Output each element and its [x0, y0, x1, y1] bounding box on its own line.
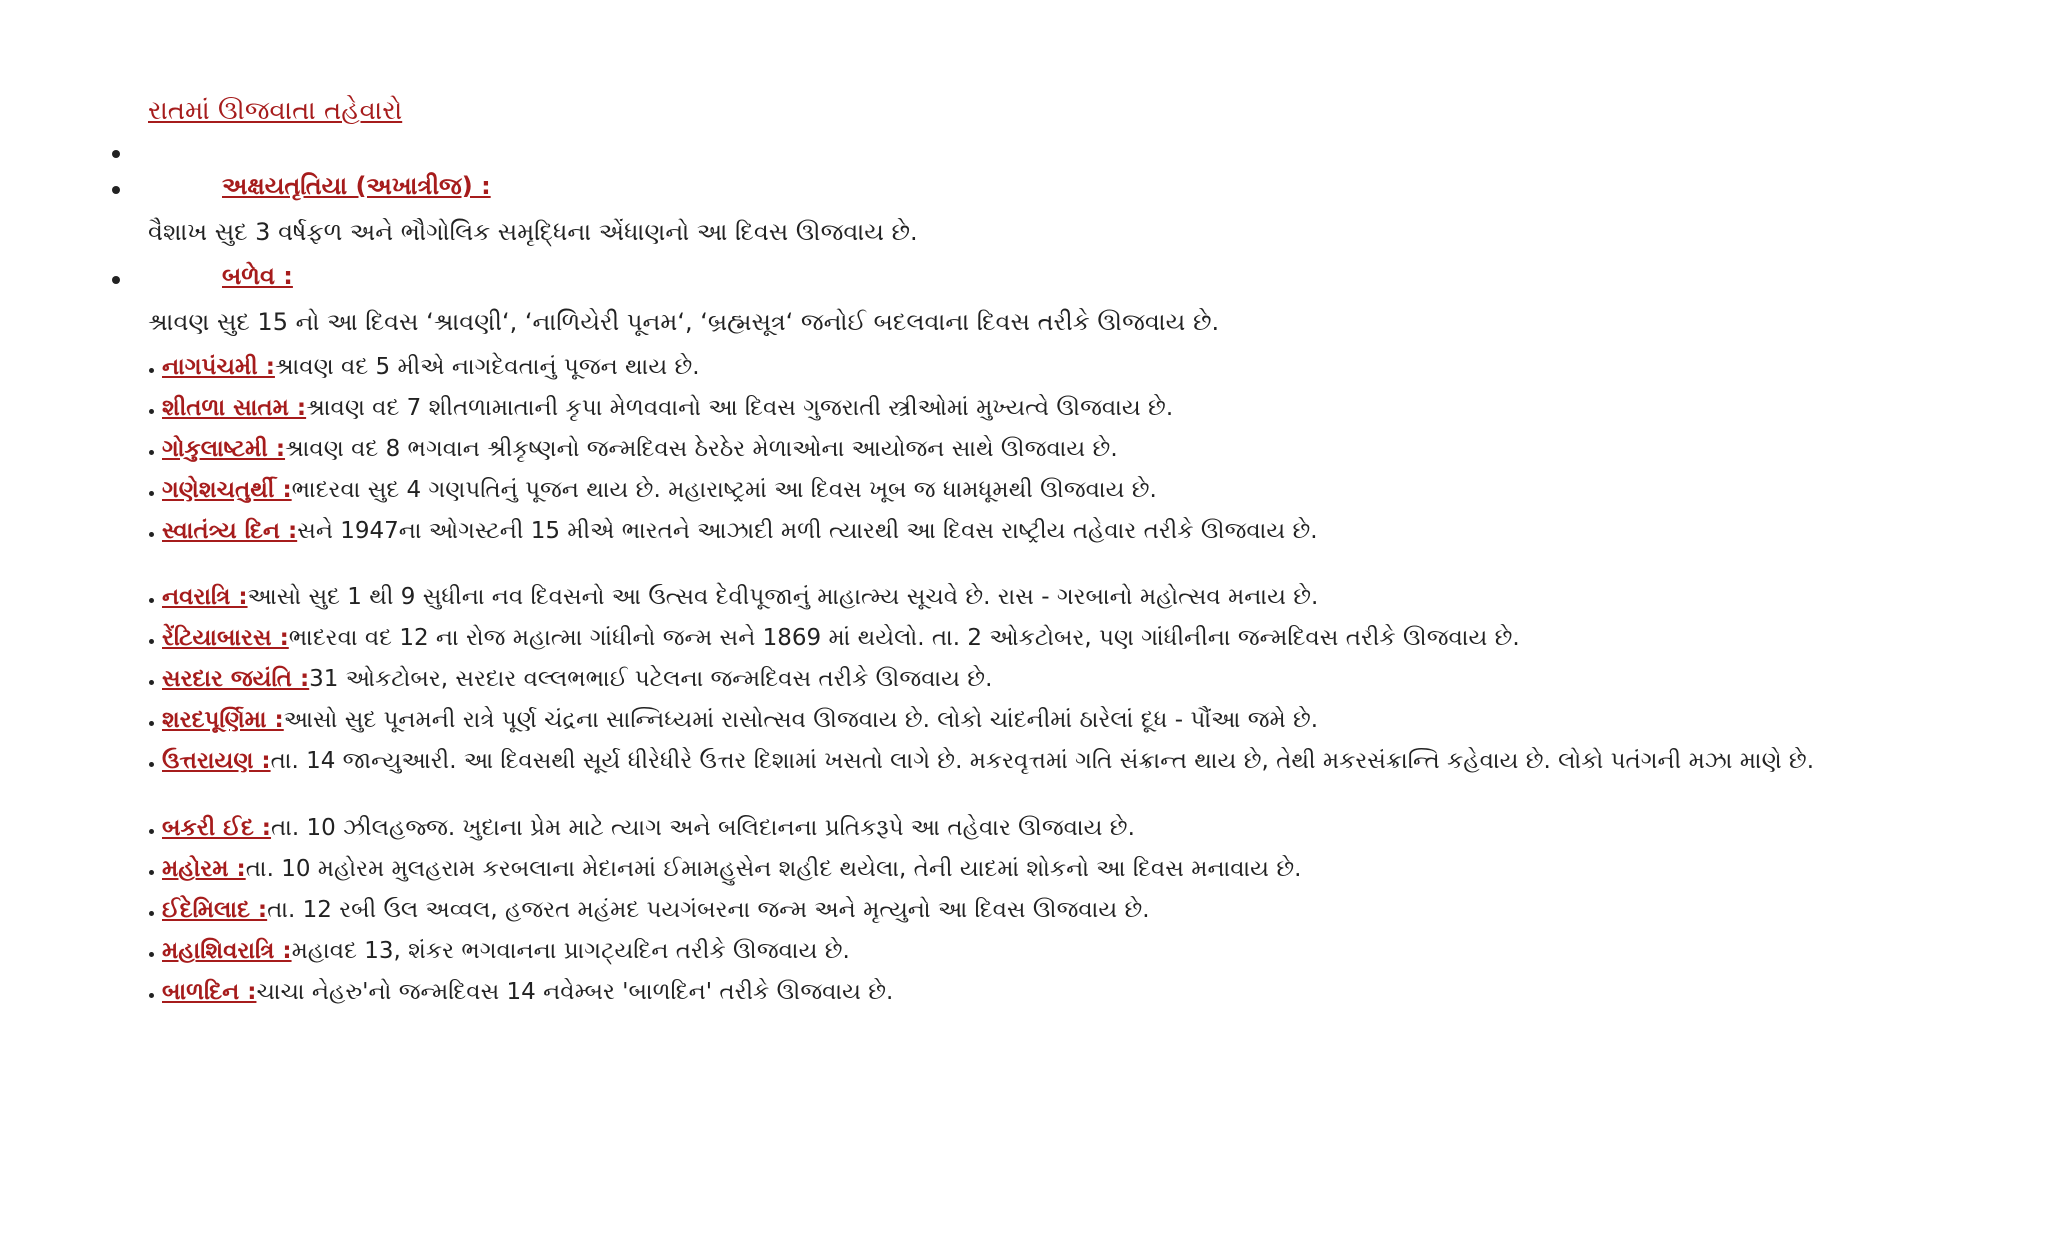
list-item [148, 577, 1814, 618]
festival-description: સને 1947ના ઓગસ્ટની 15 મીએ ભારતને આઝાદી મળી ત્યારથી આ દિવસ રાષ્ટ્રીય તહેવાર તરીકે ઊજવાય છે. [297, 518, 1318, 544]
festival-name: બાળદિન : [162, 979, 257, 1005]
section-text-baleva: શ્રાવણ સુદ 15 નો આ દિવસ ‘શ્રાવણી‘, ‘નાળિયેરી પૂનમ‘, ‘બ્રહ્મસૂત્ર‘ જનોઈ બદલવાના દિવસ તરીકે ઊજવાય છે. [148, 308, 1220, 336]
list-item [148, 429, 1318, 470]
list-item [148, 890, 1301, 931]
festival-description: ભાદરવા વદ 12 ના રોજ મહાત્મા ગાંધીનો જન્મ સને 1869 માં થયેલો. તા. 2 ઓકટોબર, પણ ગાંધીનીના જન્મદિવસ તરીકે ઊજવાય છે. [288, 625, 1520, 651]
festival-name: શરદપૂર્ણિમા : [162, 707, 284, 733]
festival-description: તા. 10 મહોરમ મુલહરામ કરબલાના મેદાનમાં ઈમામહુસેન શહીદ થયેલા, તેની યાદમાં શોકનો આ દિવસ મનાવાય છે. [245, 856, 1302, 882]
festival-description: મહાવદ 13, શંકર ભગવાનના પ્રાગટ્યદિન તરીકે ઊજવાય છે. [291, 938, 850, 964]
festival-name: ગણેશચતુર્થી : [162, 477, 292, 503]
festival-name: મહાશિવરાત્રિ : [162, 938, 292, 964]
festival-description: તા. 14 જાન્યુઆરી. આ દિવસથી સૂર્ય ધીરેધીરે ઉત્તર દિશામાં ખસતો લાગે છે. મકરવૃત્તમાં ગતિ સંક્રાન્ત થાય છે, તેથી મકરસંક્રાન્તિ કહેવાય છે. લોકો પતંગની મઝા માણે છે. [270, 748, 1815, 774]
list-item [148, 849, 1301, 890]
festival-name: સરદાર જયંતિ : [162, 666, 310, 692]
festival-description: શ્રાવણ વદ 8 ભગવાન શ્રીકૃષ્ણનો જન્મદિવસ ઠેરઠેર મેળાઓના આયોજન સાથે ઊજવાય છે. [285, 436, 1118, 462]
section-bullet-baleva [112, 276, 120, 284]
list-item [148, 700, 1814, 741]
list-item [148, 347, 1318, 388]
list-item [148, 659, 1814, 700]
section-bullet-akshay-tritiya [112, 186, 120, 194]
festival-name: શીતળા સાતમ : [162, 395, 307, 421]
festival-list-1 [148, 347, 1318, 552]
list-item [148, 511, 1318, 552]
festival-name: બકરી ઈદ : [162, 815, 272, 841]
section-text-akshay-tritiya: વૈશાખ સુદ 3 વર્ષફળ અને ભૌગોલિક સમૃદ્ધિના એંધાણનો આ દિવસ ઊજવાય છે. [148, 218, 918, 246]
festival-name: ઈદેમિલાદ : [162, 897, 268, 923]
festival-description: આસો સુદ પૂનમની રાત્રે પૂર્ણ ચંદ્રના સાન્નિધ્યમાં રાસોત્સવ ઊજવાય છે. લોકો ચાંદનીમાં ઠારેલાં દૂધ - પૌંઆ જમે છે. [283, 707, 1319, 733]
festival-name: સ્વાતંત્ર્ય દિન : [162, 518, 298, 544]
festival-name: ઉત્તરાયણ : [162, 748, 271, 774]
page-title: રાતમાં ઊજવાતા તહેવારો [148, 96, 403, 126]
festival-description: ભાદરવા સુદ 4 ગણપતિનું પૂજન થાય છે. મહારાષ્ટ્રમાં આ દિવસ ખૂબ જ ધામધૂમથી ઊજવાય છે. [291, 477, 1157, 503]
festival-list-2 [148, 577, 1814, 782]
festival-description: 31 ઓકટોબર, સરદાર વલ્લભભાઈ પટેલના જન્મદિવસ તરીકે ઊજવાય છે. [309, 666, 993, 692]
festival-description: શ્રાવણ વદ 5 મીએ નાગદેવતાનું પૂજન થાય છે. [274, 354, 700, 380]
festival-description: આસો સુદ 1 થી 9 સુધીના નવ દિવસનો આ ઉત્સવ દેવીપૂજાનું માહાત્મ્ય સૂચવે છે. રાસ - ગરબાનો મહોત્સવ મનાય છે. [247, 584, 1319, 610]
festival-list-3 [148, 808, 1301, 1013]
empty-bullet [112, 150, 120, 158]
festival-description: તા. 10 ઝીલહજ્જ. ખુદાના પ્રેમ માટે ત્યાગ અને બલિદાનના પ્રતિકરૂપે આ તહેવાર ઊજવાય છે. [271, 815, 1135, 841]
section-title-akshay-tritiya: અક્ષયતૃતિયા (અખાત્રીજ) : [222, 172, 491, 200]
festival-name: મહોરમ : [162, 856, 246, 882]
list-item [148, 388, 1318, 429]
festival-description: તા. 12 રબી ઉલ અવ્વલ, હજરત મહંમદ પયગંબરના જન્મ અને મૃત્યુનો આ દિવસ ઊજવાય છે. [267, 897, 1150, 923]
list-item [148, 470, 1318, 511]
section-title-baleva: બળેવ : [222, 262, 293, 290]
list-item [148, 741, 1814, 782]
festival-name: ગોકુલાષ્ટમી : [162, 436, 286, 462]
festival-description: ચાચા નેહરુ'નો જન્મદિવસ 14 નવેમ્બર 'બાળદિન' તરીકે ઊજવાય છે. [256, 979, 894, 1005]
list-item [148, 618, 1814, 659]
festival-name: રેંટિયાબારસ : [162, 625, 289, 651]
list-item [148, 808, 1301, 849]
list-item [148, 972, 1301, 1013]
festival-name: નવરાત્રિ : [162, 584, 248, 610]
festival-name: નાગપંચમી : [162, 354, 275, 380]
list-item [148, 931, 1301, 972]
festival-description: શ્રાવણ વદ 7 શીતળામાતાની કૃપા મેળવવાનો આ દિવસ ગુજરાતી સ્ત્રીઓમાં મુખ્યત્વે ઊજવાય છે. [306, 395, 1174, 421]
